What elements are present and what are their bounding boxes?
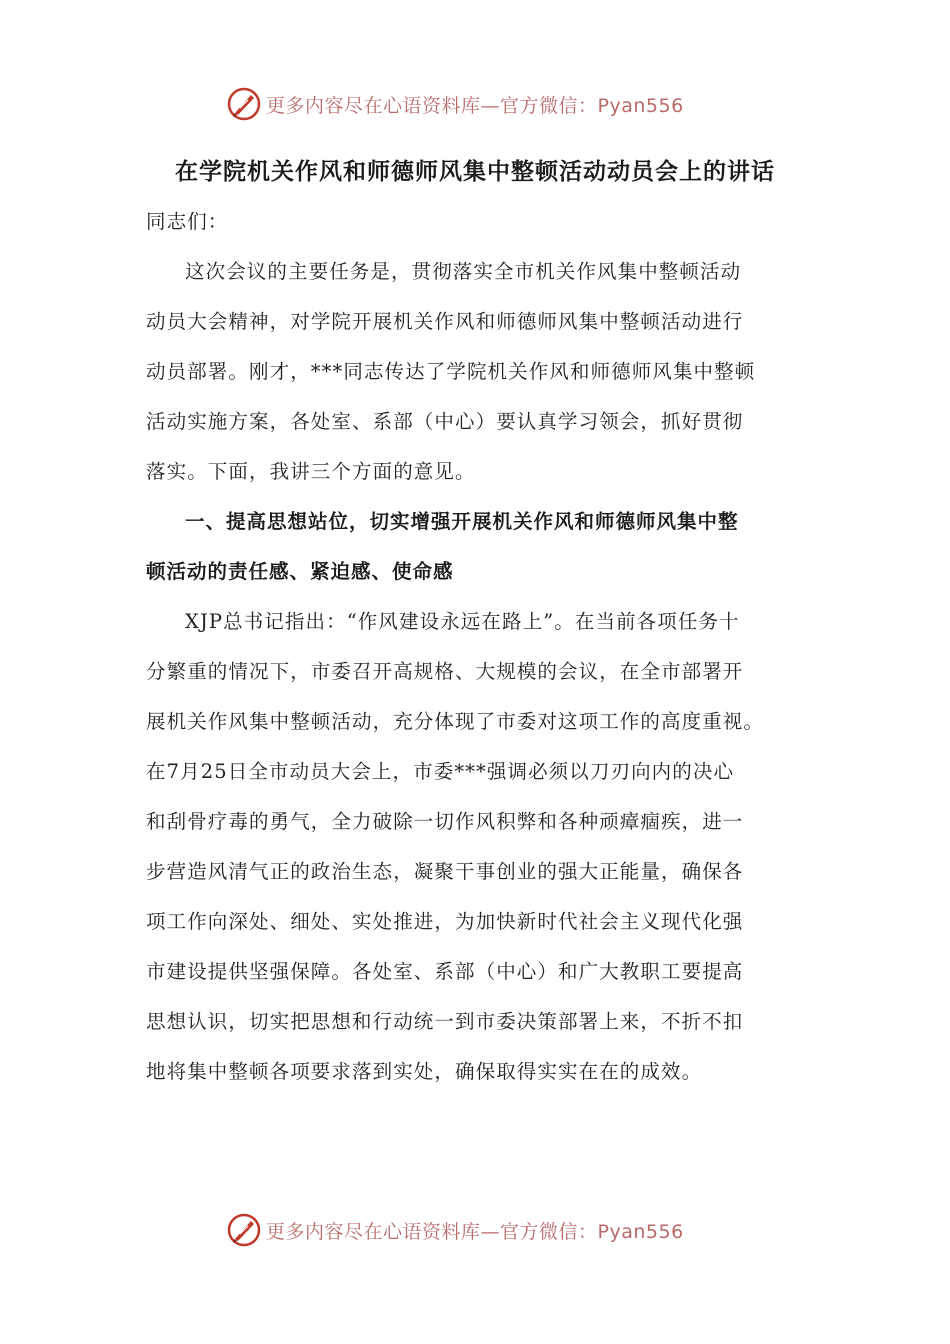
header-banner xyxy=(226,84,746,124)
quill-pen-icon xyxy=(226,86,262,122)
wechat-id: Pyan556 xyxy=(597,94,684,117)
section-heading: 一、提高思想站位，切实增强开展机关作风和师德师风集中整 xyxy=(185,510,739,533)
paragraph-line: 在7月25日全市动员大会上，市委***强调必须以刀刃向内的决心 xyxy=(146,760,735,783)
paragraph-line: 活动实施方案，各处室、系部（中心）要认真学习领会，抓好贯彻 xyxy=(146,410,744,433)
paragraph-line: 项工作向深处、细处、实处推进，为加快新时代社会主义现代化强 xyxy=(146,910,744,933)
paragraph-line: 步营造风清气正的政治生态，凝聚干事创业的强大正能量，确保各 xyxy=(146,860,744,883)
paragraph-line: 动员大会精神，对学院开展机关作风和师德师风集中整顿活动进行 xyxy=(146,310,744,333)
quill-pen-icon xyxy=(226,1212,262,1248)
paragraph-line: 展机关作风集中整顿活动，充分体现了市委对这项工作的高度重视。 xyxy=(146,710,765,733)
footer-banner xyxy=(226,1210,746,1250)
paragraph-line: 动员部署。刚才，***同志传达了学院机关作风和师德师风集中整顿 xyxy=(146,360,756,383)
banner-text: 更多内容尽在心语资料库—官方微信：Pyan556 xyxy=(266,94,684,117)
section-heading: 顿活动的责任感、紧迫感、使命感 xyxy=(146,560,454,583)
paragraph-line: XJP总书记指出：“作风建设永远在路上”。在当前各项任务十 xyxy=(185,610,740,633)
paragraph-line: 市建设提供坚强保障。各处室、系部（中心）和广大教职工要提高 xyxy=(146,960,744,983)
paragraph-line: 思想认识，切实把思想和行动统一到市委决策部署上来，不折不扣 xyxy=(146,1010,744,1033)
greeting: 同志们： xyxy=(146,210,229,233)
paragraph-line: 这次会议的主要任务是，贯彻落实全市机关作风集中整顿活动 xyxy=(185,260,742,283)
banner-text: 更多内容尽在心语资料库—官方微信：Pyan556 xyxy=(266,1220,684,1243)
document-title: 在学院机关作风和师德师风集中整顿活动动员会上的讲话 xyxy=(175,159,775,185)
wechat-id: Pyan556 xyxy=(597,1220,684,1243)
paragraph-line: 地将集中整顿各项要求落到实处，确保取得实实在在的成效。 xyxy=(146,1060,703,1083)
paragraph-line: 和刮骨疗毒的勇气，全力破除一切作风积弊和各种顽瘴痼疾，进一 xyxy=(146,810,744,833)
paragraph-line: 分繁重的情况下，市委召开高规格、大规模的会议，在全市部署开 xyxy=(146,660,744,683)
document-body xyxy=(146,197,806,1097)
paragraph-line: 落实。下面，我讲三个方面的意见。 xyxy=(146,460,476,483)
